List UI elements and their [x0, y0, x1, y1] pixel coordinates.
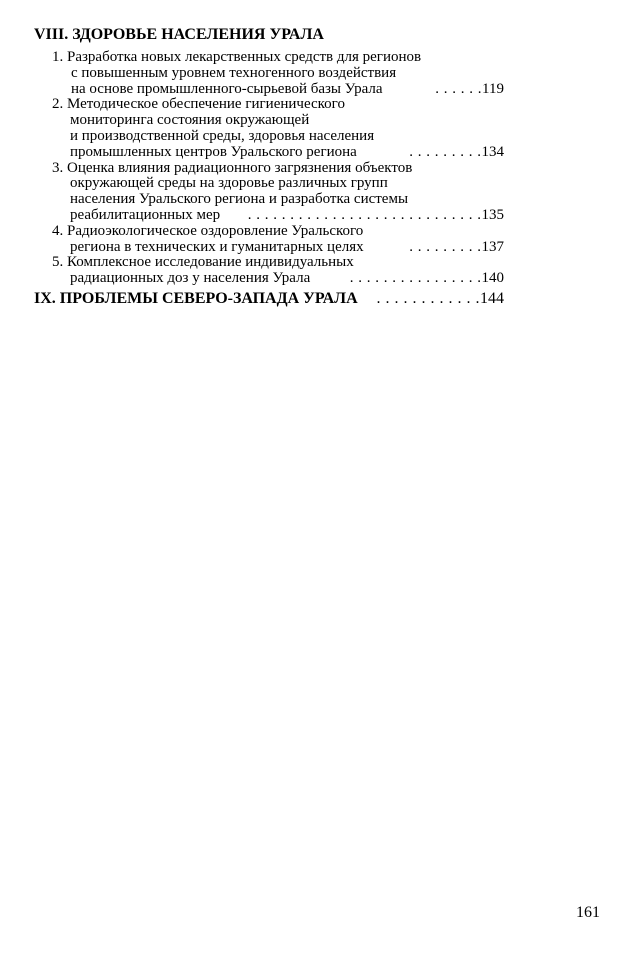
dot-leader: . . . . . . . . . . . . . . . .	[349, 270, 482, 287]
section-heading-ix[interactable]	[34, 290, 504, 308]
toc-entry-line: 3. Оценка влияния радиационного загрязнения объектов	[52, 159, 413, 176]
toc-entry-line: региона в технических и гуманитарных целях	[70, 238, 364, 255]
toc-page-number: 137	[481, 238, 504, 255]
section-viii-entries	[34, 50, 504, 287]
toc-entry-line: промышленных центров Уральского региона	[70, 143, 357, 160]
toc-page-number: 119	[482, 80, 504, 97]
toc-entry-last-line	[70, 271, 504, 287]
toc-entry-line: и производственной среды, здоровья населения	[70, 127, 375, 144]
dot-leader: . . . . . . . . .	[409, 238, 482, 255]
toc-entry-line: окружающей среды на здоровье различных групп	[70, 175, 388, 192]
toc-entry-3[interactable]	[34, 161, 504, 224]
toc-entry-last-line	[71, 82, 504, 98]
dot-leader: . . . . . . . . . . . . . . . . . . . . . . . . . . . .	[247, 206, 482, 223]
dot-leader: . . . . . . . . . . . .	[376, 289, 480, 307]
section-heading-viii: VIII. ЗДОРОВЬЕ НАСЕЛЕНИЯ УРАЛА	[34, 26, 324, 43]
toc-entry-line: 4. Радиоэкологическое оздоровление Уральского	[52, 222, 364, 239]
section-heading-ix-title: IX. ПРОБЛЕМЫ СЕВЕРО-ЗАПАДА УРАЛА	[34, 289, 358, 307]
toc-entry-last-line	[70, 145, 504, 161]
toc-entry-line: 2. Методическое обеспечение гигиенического	[52, 96, 345, 113]
toc-page-number: 135	[481, 206, 504, 223]
toc-entry-line: радиационных доз у населения Урала	[70, 270, 311, 287]
table-of-contents	[34, 26, 504, 314]
toc-entry-4[interactable]	[34, 224, 504, 256]
toc-entry-1[interactable]	[34, 50, 504, 97]
dot-leader: . . . . . . . . .	[409, 143, 482, 160]
toc-page-number: 134	[481, 143, 504, 160]
toc-entry-last-line	[70, 240, 504, 256]
toc-entry-last-line	[70, 208, 504, 224]
toc-entry-line: 1. Разработка новых лекарственных средств для регионов	[52, 49, 422, 65]
toc-entry-line: с повышенным уровнем техногенного воздействия	[71, 64, 397, 81]
toc-entry-line: на основе промышленного-сырьевой базы Урала	[71, 80, 383, 97]
toc-page-number: 144	[480, 289, 504, 307]
toc-entry-line: реабилитационных мер	[70, 206, 221, 223]
toc-entry-line: населения Уральского региона и разработка системы	[70, 191, 409, 208]
toc-entry-line: 5. Комплексное исследование индивидуальных	[52, 254, 354, 271]
dot-leader: . . . . . .	[435, 80, 483, 97]
toc-entry-2[interactable]	[34, 97, 504, 160]
toc-entry-line: мониторинга состояния окружающей	[70, 112, 310, 129]
page-number: 161	[576, 904, 600, 921]
toc-page-number: 140	[481, 270, 504, 287]
toc-entry-5[interactable]	[34, 255, 504, 287]
